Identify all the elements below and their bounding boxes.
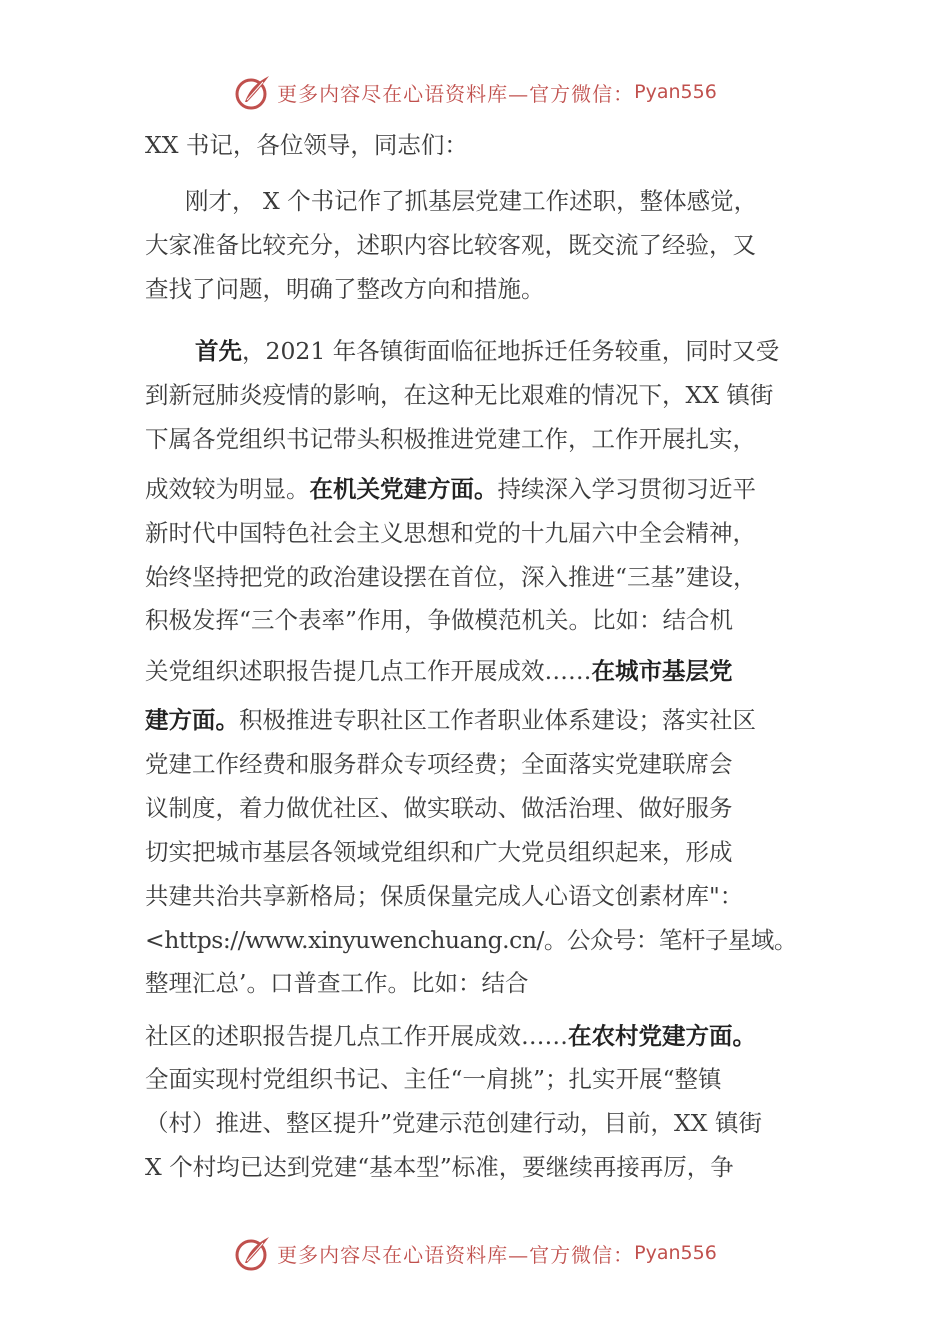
feather-logo-icon (233, 72, 273, 112)
text-line: （村）推进、整区提升”党建示范创建行动，目前，XX 镇街 (145, 1109, 762, 1137)
text-segment: 积极推进专职社区工作者职业体系建设；落实社区 (239, 706, 756, 734)
text-segment: 关党组织述职报告提几点工作开展成效…… (145, 657, 592, 685)
text-line (195, 337, 780, 365)
text-line (145, 475, 756, 503)
text-line: 积极发挥“三个表率”作用，争做模范机关。比如：结合机 (145, 606, 734, 634)
text-line: 大家准备比较充分，述职内容比较客观，既交流了经验，又 (145, 231, 756, 259)
text-line: 始终坚持把党的政治建设摆在首位，深入推进“三基”建设， (145, 563, 757, 591)
text-segment: ，2021 年各镇街面临征地拆迁任务较重，同时又受 (242, 337, 780, 365)
bold-heading: 首先 (195, 337, 242, 365)
footer-banner (0, 1231, 950, 1275)
text-line: 共建共治共享新格局；保质保量完成人心语文创素材库"： (145, 882, 744, 910)
bold-heading: 在农村党建方面。 (568, 1022, 756, 1050)
text-line: 议制度，着力做优社区、做实联动、做活治理、做好服务 (145, 794, 733, 822)
text-line: 党建工作经费和服务群众专项经费；全面落实党建联席会 (145, 750, 733, 778)
bold-heading: 在机关党建方面。 (309, 475, 498, 503)
banner-wechat-id: Pyan556 (634, 1242, 717, 1264)
banner-title: 更多内容尽在心语资料库—官方微信： (277, 81, 635, 106)
text-line: <https://www.xinyuwenchuang.cn/。公众号：笔杆子星域。 (145, 926, 797, 954)
text-line: 切实把城市基层各领域党组织和广大党员组织起来，形成 (145, 838, 733, 866)
header-banner (0, 70, 950, 114)
text-line (145, 1022, 756, 1050)
text-segment: 持续深入学习贯彻习近平 (497, 475, 756, 503)
bold-heading: 建方面。 (145, 706, 239, 734)
salutation-line: XX 书记，各位领导，同志们： (145, 131, 468, 159)
text-line: 下属各党组织书记带头积极推进党建工作，工作开展扎实， (145, 425, 756, 453)
banner-wechat-id: Pyan556 (634, 81, 717, 103)
bold-heading: 在城市基层党 (591, 657, 733, 685)
text-line: 查找了问题，明确了整改方向和措施。 (145, 275, 545, 303)
text-line: 整理汇总’。口普查工作。比如：结合 (145, 969, 529, 997)
text-line: X 个村均已达到党建“基本型”标准，要继续再接再厉，争 (145, 1153, 734, 1181)
banner-title: 更多内容尽在心语资料库—官方微信： (277, 1242, 635, 1267)
text-line: 新时代中国特色社会主义思想和党的十九届六中全会精神， (145, 519, 756, 547)
text-line (145, 706, 756, 734)
text-line: 刚才， X 个书记作了抓基层党建工作述职，整体感觉， (185, 187, 758, 215)
text-line: 全面实现村党组织书记、主任“一肩挑”；扎实开展“整镇 (145, 1065, 722, 1093)
text-line (145, 657, 733, 685)
text-segment: 社区的述职报告提几点工作开展成效…… (145, 1022, 568, 1050)
feather-logo-icon (233, 1233, 273, 1273)
text-line: 到新冠肺炎疫情的影响，在这种无比艰难的情况下，XX 镇街 (145, 381, 774, 409)
text-segment: 成效较为明显。 (145, 475, 310, 503)
